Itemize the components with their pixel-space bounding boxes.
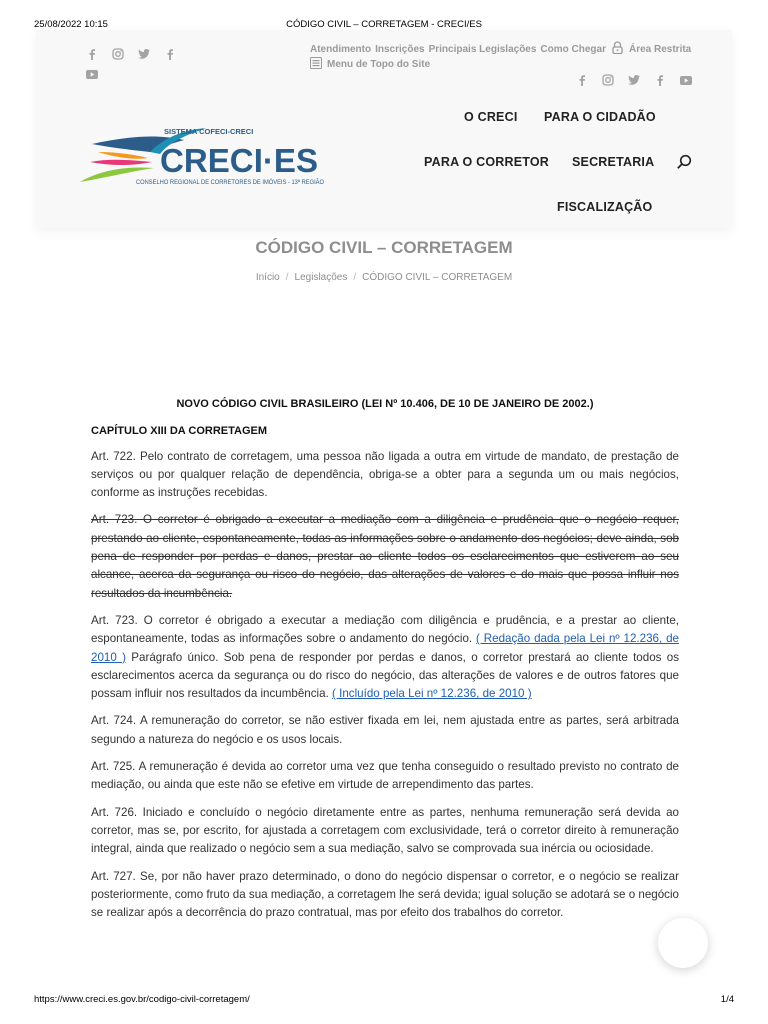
nav-fiscalizacao[interactable]: FISCALIZAÇÃO xyxy=(557,200,653,214)
breadcrumb-separator: / xyxy=(353,272,357,283)
breadcrumb-separator: / xyxy=(285,272,289,283)
nav-secretaria[interactable]: SECRETARIA xyxy=(572,155,655,169)
instagram-icon[interactable] xyxy=(112,48,124,60)
logo-sub-text: CONSELHO REGIONAL DE CORRETORES DE IMÓVEIS - 13ª REGIÃO xyxy=(136,180,328,186)
article-content xyxy=(91,395,679,931)
nav-para-o-corretor[interactable]: PARA O CORRETOR xyxy=(424,155,549,169)
top-link-inscricoes[interactable]: Inscrições xyxy=(375,43,425,55)
breadcrumb-current: CÓDIGO CIVIL – CORRETAGEM xyxy=(362,272,513,283)
facebook-icon[interactable] xyxy=(86,48,98,60)
facebook-icon[interactable] xyxy=(654,74,666,86)
print-title: CÓDIGO CIVIL – CORRETAGEM - CRECI/ES xyxy=(286,19,482,30)
article-723 xyxy=(91,612,679,703)
article-723-revoked: Art. 723. O corretor é obrigado a executar a mediação com a diligência e prudência que o negócio requer, prestando ao cliente, espontaneamente, todas as informações sobre o andamento dos negócios; deve ainda, sob pena de responder por perdas e danos, prestar ao cliente todos os esclarecimentos que estiverem ao seu alcance, acerca da segurança ou risco do negócio, das alterações de valores e do mais que possa influir nos resultados da incumbência. xyxy=(91,513,679,600)
logo-top-text: SISTEMA COFECI-CRECI xyxy=(164,127,254,136)
social-links-header xyxy=(576,74,692,86)
article-726: Art. 726. Iniciado e concluído o negócio diretamente entre as partes, nenhuma remuneração será devida ao corretor, mas se, por escrito, for ajustada a corretagem com exclusividade, terá o corretor direito à remuneração integral, ainda que realizado o negócio sem a sua mediação, salvo se comprovada sua inércia ou ociosidade. xyxy=(91,805,679,856)
chapter-title: CAPÍTULO XIII DA CORRETAGEM xyxy=(91,425,267,438)
page-title: CÓDIGO CIVIL – CORRETAGEM xyxy=(255,238,513,257)
article-727: Art. 727. Se, por não haver prazo determinado, o dono do negócio dispensar o corretor, e o negócio se realizar posteriormente, como fruto da sua mediação, a corretagem lhe será devida; igual solução se adotará se o negócio se realizar após a decorrência do prazo contratual, mas por efeito dos trabalhos do corretor. xyxy=(91,869,679,920)
top-link-legislacoes[interactable]: Principais Legislações xyxy=(428,43,537,55)
breadcrumb xyxy=(0,272,768,283)
menu-icon xyxy=(310,57,322,72)
facebook-icon[interactable] xyxy=(576,74,588,86)
youtube-icon[interactable] xyxy=(86,68,98,80)
breadcrumb-legislacoes[interactable]: Legislações xyxy=(294,272,348,283)
youtube-icon[interactable] xyxy=(680,74,692,86)
article-725: Art. 725. A remuneração é devida ao corretor uma vez que tenha conseguido o resultado previsto no contrato de mediação, ou ainda que este não se efetive em virtude de arrependimento das partes. xyxy=(91,760,679,792)
facebook-icon[interactable] xyxy=(164,48,176,60)
nav-para-o-cidadao[interactable]: PARA O CIDADÃO xyxy=(544,110,656,124)
logo-image xyxy=(78,122,328,194)
instagram-icon[interactable] xyxy=(602,74,614,86)
lock-icon xyxy=(612,41,623,57)
article-724: Art. 724. A remuneração do corretor, se não estiver fixada em lei, nem ajustada entre as partes, será arbitrada segundo a natureza do negócio e os usos locais. xyxy=(91,714,679,746)
print-url: https://www.creci.es.gov.br/codigo-civil-corretagem/ xyxy=(34,994,250,1005)
top-links xyxy=(310,41,691,57)
site-header xyxy=(36,30,732,228)
article-722: Art. 722. Pelo contrato de corretagem, uma pessoa não ligada a outra em virtude de mandato, de prestação de serviços ou por qualquer relação de dependência, obriga-se a obter para a segunda um ou mais negócios, conforme as instruções recebidas. xyxy=(91,449,679,500)
law-link-redacao[interactable]: ( Redação dada pela Lei nº 12.236, de 2010 ) xyxy=(91,632,679,664)
floating-action-button[interactable] xyxy=(658,918,708,968)
print-footer xyxy=(0,994,768,1010)
twitter-icon[interactable] xyxy=(628,74,640,86)
law-title: NOVO CÓDIGO CIVIL BRASILEIRO (LEI Nº 10.406, DE 10 DE JANEIRO DE 2002.) xyxy=(176,398,594,410)
top-menu-toggle[interactable] xyxy=(310,57,430,72)
search-icon[interactable] xyxy=(676,154,692,170)
restricted-area-link[interactable]: Área Restrita xyxy=(628,43,692,55)
logo-main-text: CRECI·ES xyxy=(160,142,318,179)
social-links-top xyxy=(86,48,176,60)
breadcrumb-home[interactable]: Início xyxy=(255,272,280,283)
twitter-icon[interactable] xyxy=(138,48,150,60)
print-date: 25/08/2022 10:15 xyxy=(34,19,108,30)
article-723-paragraph: Parágrafo único. Sob pena de responder por perdas e danos, o corretor prestará ao cliente todos os esclarecimentos acerca da segurança ou do risco do negócio, das alterações de valores e de outros fatores que possam influir nos resultados da incumbência. xyxy=(91,650,679,701)
print-page-count: 1/4 xyxy=(720,994,734,1005)
social-links-top-2 xyxy=(86,68,98,80)
creci-logo[interactable] xyxy=(78,122,328,194)
nav-o-creci[interactable]: O CRECI xyxy=(464,110,518,124)
top-link-atendimento[interactable]: Atendimento xyxy=(310,43,372,55)
article-723-text: Art. 723. O corretor é obrigado a executar a mediação com diligência e prudência, e a prestar ao cliente, espontaneamente, todas as informações sobre o andamento do negócio. xyxy=(91,613,679,646)
top-menu-label: Menu de Topo do Site xyxy=(327,59,431,70)
law-link-incluido[interactable]: ( Incluído pela Lei nº 12.236, de 2010 ) xyxy=(332,687,532,701)
top-link-como-chegar[interactable]: Como Chegar xyxy=(540,43,606,55)
